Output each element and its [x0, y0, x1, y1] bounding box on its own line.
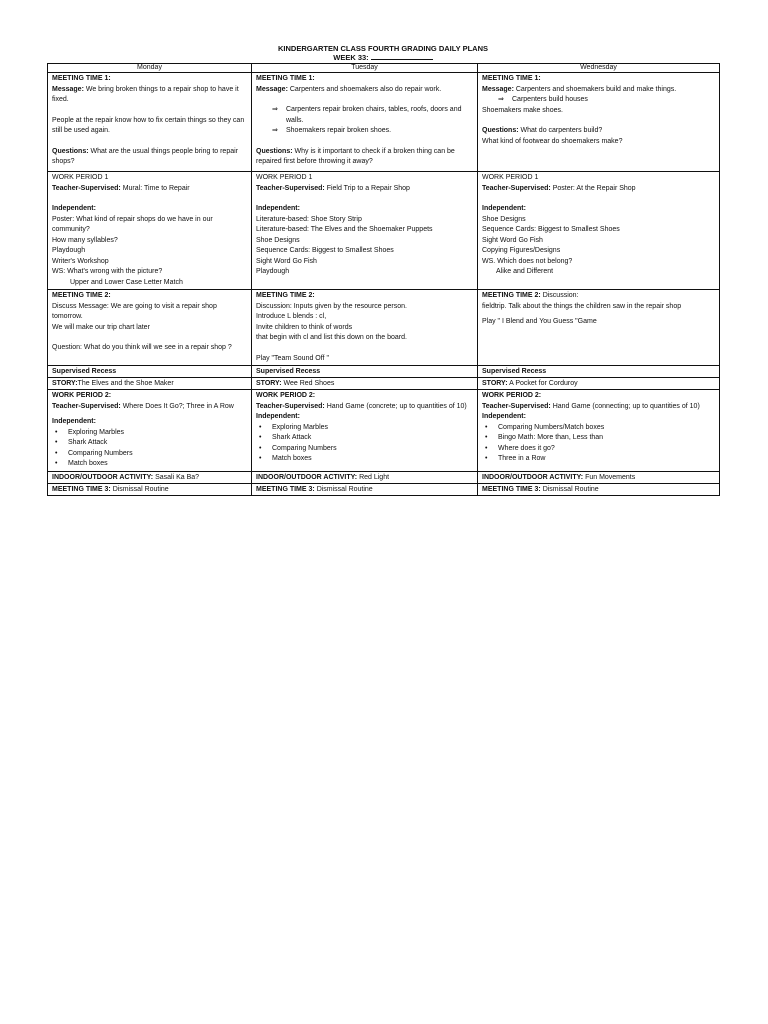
- section-heading: WORK PERIOD 2:: [482, 392, 542, 399]
- work-period-2-row: [48, 390, 720, 472]
- work-period-1-wednesday: [478, 172, 720, 290]
- meeting-time-1-wednesday: [478, 73, 720, 172]
- work-period-2-wednesday: [478, 390, 720, 472]
- list-item: • Comparing Numbers: [270, 444, 473, 455]
- arrow-item: ⇒ Carpenters repair broken chairs, tables, roofs, doors and walls.: [256, 105, 473, 126]
- list-item: Playdough: [256, 268, 290, 275]
- list-item: Sequence Cards: Biggest to Smallest Shoes: [256, 247, 394, 254]
- list-item: • Comparing Numbers: [66, 449, 247, 460]
- story-row: [48, 378, 720, 390]
- meeting-time-1-tuesday: [252, 73, 478, 172]
- section-heading: MEETING TIME 2:: [256, 292, 315, 299]
- independent-label: Independent:: [256, 205, 300, 212]
- list-item: Shoe Designs: [482, 215, 526, 223]
- list-item: Alike and Different: [496, 268, 554, 275]
- recess-tuesday: Supervised Recess: [252, 366, 478, 378]
- story-monday: STORY:The Elves and the Shoe Maker: [48, 378, 252, 390]
- teacher-supervised: Teacher-Supervised: Hand Game (concrete; up to quantities of 10): [256, 402, 467, 410]
- meeting-time-1-row: [48, 73, 720, 172]
- meeting-time-2-tuesday: [252, 290, 478, 366]
- arrow-item: ⇒ Shoemakers repair broken shoes.: [256, 126, 473, 137]
- day-tuesday: Tuesday: [252, 64, 478, 73]
- list-item: • Where does it go?: [496, 444, 715, 455]
- list-item: Literature-based: Shoe Story Strip: [256, 215, 362, 223]
- section-heading: MEETING TIME 1:: [482, 75, 541, 82]
- section-heading: MEETING TIME 1:: [256, 75, 315, 82]
- recess-row: [48, 366, 720, 378]
- document-header: [47, 44, 719, 62]
- independent-label: Independent:: [52, 418, 96, 425]
- meeting-time-1-monday: [48, 73, 252, 172]
- section-heading: WORK PERIOD 1: [482, 174, 539, 181]
- paragraph: fieldtrip. Talk about the things the children saw in the repair shop: [482, 302, 682, 310]
- section-heading: WORK PERIOD 1: [52, 174, 109, 181]
- independent-label: Independent:: [482, 413, 526, 420]
- section-heading: WORK PERIOD 2:: [256, 392, 316, 399]
- week-blank: [371, 53, 433, 60]
- arrow-icon: ⇒: [272, 106, 278, 113]
- week-label: WEEK 33:: [333, 53, 369, 62]
- questions: Questions: What do carpenters build?: [482, 127, 603, 134]
- discussion: Discussion: Inputs given by the resource person.: [256, 302, 407, 310]
- meeting-time-2-row: [48, 290, 720, 366]
- section-heading: WORK PERIOD 1: [256, 174, 313, 181]
- teacher-supervised: Teacher-Supervised: Mural: Time to Repair: [52, 184, 190, 192]
- indoor-outdoor-monday: INDOOR/OUTDOOR ACTIVITY: Sasali Ka Ba?: [48, 471, 252, 483]
- work-period-1-tuesday: [252, 172, 478, 290]
- document-title: KINDERGARTEN CLASS FOURTH GRADING DAILY PLANS: [277, 44, 488, 53]
- list-item: Upper and Lower Case Letter Match: [70, 278, 183, 286]
- questions: Questions: Why is it important to check if a broken thing can be repaired first before throwing it away?: [256, 147, 455, 165]
- week-line: [47, 53, 719, 62]
- work-period-2-monday: [48, 390, 252, 472]
- meeting-time-3-tuesday: MEETING TIME 3: Dismissal Routine: [252, 483, 478, 495]
- meeting-time-2-wednesday: [478, 290, 720, 366]
- day-header-row: [48, 64, 720, 73]
- meeting-time-2-monday: [48, 290, 252, 366]
- list-item: • Three in a Row: [496, 454, 715, 465]
- list-item: • Bingo Math: More than, Less than: [496, 433, 715, 444]
- arrow-item: ⇒ Carpenters build houses: [482, 95, 715, 106]
- line: Introduce L blends : cl,: [256, 313, 327, 320]
- recess-monday: Supervised Recess: [48, 366, 252, 378]
- indoor-outdoor-tuesday: INDOOR/OUTDOOR ACTIVITY: Red Light: [252, 471, 478, 483]
- list-item: WS. Which does not belong?: [482, 257, 573, 265]
- section-heading: WORK PERIOD 2:: [52, 392, 112, 399]
- work-period-2-tuesday: [252, 390, 478, 472]
- play: Play " I Blend and You Guess "Game: [482, 318, 597, 325]
- daily-plan-table: [47, 63, 720, 496]
- teacher-supervised: Teacher-Supervised: Where Does It Go?; Three in A Row: [52, 402, 234, 410]
- list-item: • Match boxes: [270, 454, 473, 465]
- list-item: Literature-based: The Elves and the Shoemaker Puppets: [256, 226, 433, 233]
- bullet-list: [52, 428, 247, 470]
- list-item: Playdough: [52, 247, 86, 254]
- message: Message: We bring broken things to a repair shop to have it fixed.: [52, 85, 239, 103]
- recess-wednesday: Supervised Recess: [478, 366, 720, 378]
- story-tuesday: STORY: Wee Red Shoes: [252, 378, 478, 390]
- day-monday: Monday: [48, 64, 252, 73]
- independent-label: Independent:: [256, 413, 300, 420]
- indoor-outdoor-wednesday: INDOOR/OUTDOOR ACTIVITY: Fun Movements: [478, 471, 720, 483]
- list-item: How many syllables?: [52, 236, 118, 244]
- indoor-outdoor-row: [48, 471, 720, 483]
- teacher-supervised: Teacher-Supervised: Poster: At the Repair Shop: [482, 184, 636, 192]
- line: Shoemakers make shoes.: [482, 106, 563, 114]
- teacher-supervised: Teacher-Supervised: Hand Game (connecting; up to quantities of 10): [482, 402, 700, 410]
- list-item: • Exploring Marbles: [66, 428, 247, 439]
- section-heading: MEETING TIME 2: Discussion:: [482, 292, 579, 299]
- story-wednesday: STORY: A Pocket for Corduroy: [478, 378, 720, 390]
- independent-label: Independent:: [52, 205, 96, 212]
- message: Message: Carpenters and shoemakers also do repair work.: [256, 85, 442, 93]
- message: Message: Carpenters and shoemakers build and make things.: [482, 85, 677, 93]
- list-item: • Shark Attack: [66, 438, 247, 449]
- line: Invite children to think of words: [256, 323, 353, 331]
- arrow-icon: ⇒: [272, 127, 278, 134]
- question: Question: What do you think will we see in a repair shop ?: [52, 344, 232, 351]
- paragraph: People at the repair know how to fix certain things so they can still be used again.: [52, 116, 245, 134]
- line: We will make our trip chart later: [52, 323, 150, 331]
- work-period-1-row: [48, 172, 720, 290]
- list-item: Writer's Workshop: [52, 257, 109, 265]
- bullet-list: [482, 423, 715, 465]
- list-item: • Exploring Marbles: [270, 423, 473, 434]
- day-wednesday: Wednesday: [478, 64, 720, 73]
- teacher-supervised: Teacher-Supervised: Field Trip to a Repair Shop: [256, 184, 410, 192]
- list-item: Sight Word Go Fish: [482, 236, 543, 244]
- list-item: • Match boxes: [66, 459, 247, 470]
- list-item: Shoe Designs: [256, 236, 300, 244]
- bullet-list: [256, 423, 473, 465]
- line: Discuss Message: We are going to visit a repair shop tomorrow.: [52, 302, 217, 320]
- questions-2: What kind of footwear do shoemakers make?: [482, 137, 623, 145]
- arrow-icon: ⇒: [498, 96, 504, 103]
- meeting-time-3-row: [48, 483, 720, 495]
- list-item: Sequence Cards: Biggest to Smallest Shoes: [482, 226, 620, 233]
- meeting-time-3-monday: MEETING TIME 3: Dismissal Routine: [48, 483, 252, 495]
- list-item: • Comparing Numbers/Match boxes: [496, 423, 715, 434]
- section-heading: MEETING TIME 1:: [52, 75, 111, 82]
- list-item: Sight Word Go Fish: [256, 257, 317, 265]
- line: that begin with cl and list this down on the board.: [256, 334, 407, 341]
- section-heading: MEETING TIME 2:: [52, 292, 111, 299]
- work-period-1-monday: [48, 172, 252, 290]
- list-item: Poster: What kind of repair shops do we have in our community?: [52, 215, 213, 233]
- list-item: • Shark Attack: [270, 433, 473, 444]
- meeting-time-3-wednesday: MEETING TIME 3: Dismissal Routine: [478, 483, 720, 495]
- questions: Questions: What are the usual things people bring to repair shops?: [52, 147, 238, 165]
- independent-label: Independent:: [482, 205, 526, 212]
- play: Play "Team Sound Off ": [256, 354, 329, 362]
- list-item: Copying Figures/Designs: [482, 247, 561, 254]
- list-item: WS: What's wrong with the picture?: [52, 268, 163, 275]
